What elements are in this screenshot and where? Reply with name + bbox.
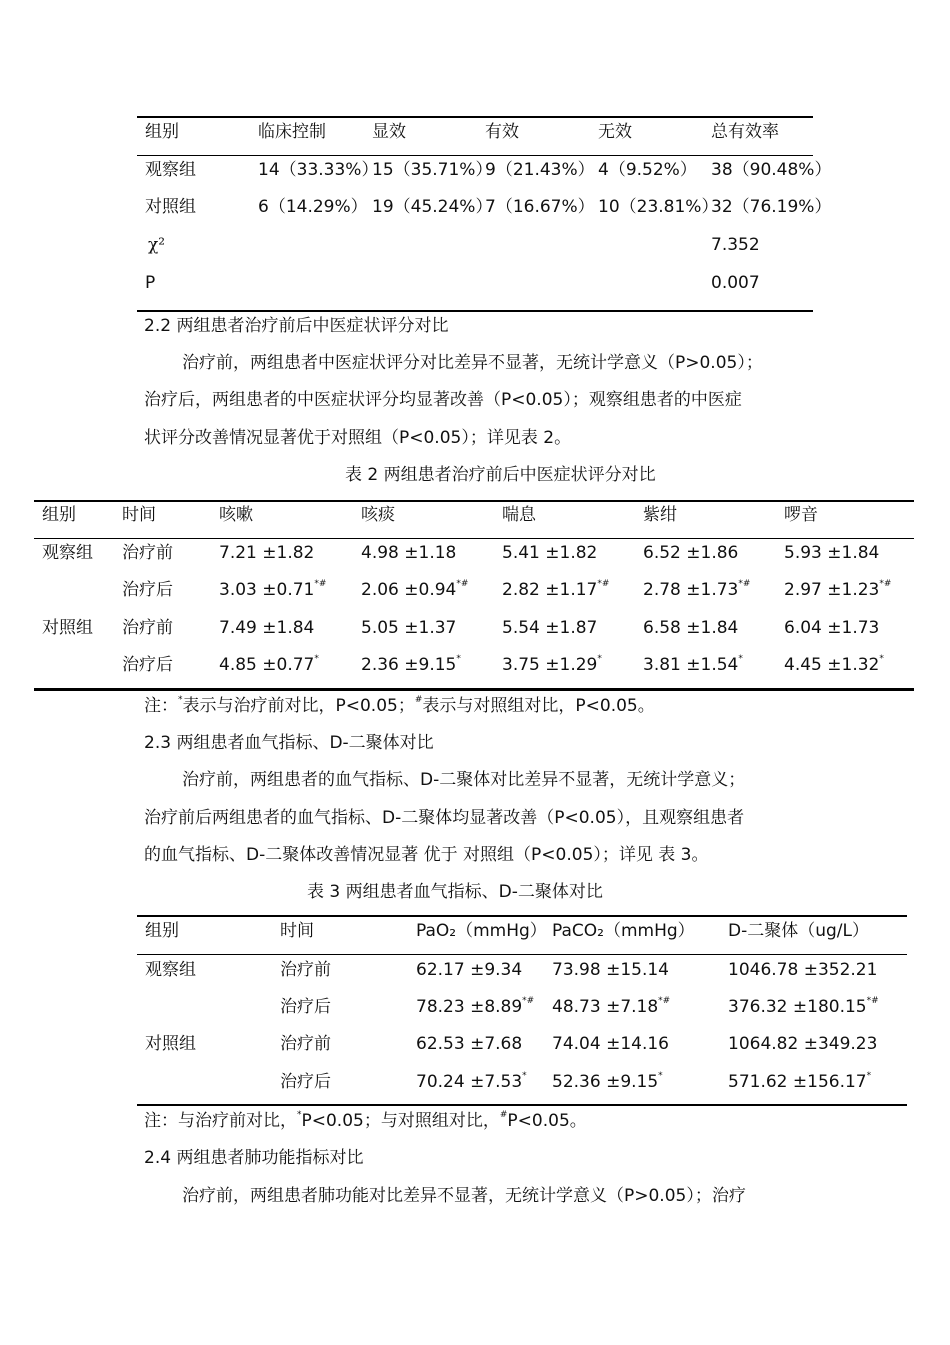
table1-header-group: 组别 xyxy=(145,122,179,142)
value-text: 62.17 ±9.34 xyxy=(416,960,523,980)
table1-cell: 观察组 xyxy=(145,160,196,180)
section-heading-2-4: 2.4 两组患者肺功能指标对比 xyxy=(144,1148,364,1168)
table3-header-time: 时间 xyxy=(280,921,314,941)
table3-group-cell: 对照组 xyxy=(145,1034,196,1054)
table1-cell: 38（90.48%） xyxy=(711,160,832,180)
table2-header-time: 时间 xyxy=(122,505,156,525)
table1-cell: 7（16.67%） xyxy=(485,197,595,217)
value-text: 3.81 ±1.54 xyxy=(643,655,739,675)
table2-note xyxy=(144,696,655,716)
table2-caption: 表 2 两组患者治疗前后中医症状评分对比 xyxy=(345,465,656,485)
note-mark: * xyxy=(297,1110,302,1120)
value-text: 6.52 ±1.86 xyxy=(643,543,739,563)
table2-value-cell xyxy=(361,618,456,638)
table1-chi-square-value: 7.352 xyxy=(711,235,760,255)
significance-mark: * xyxy=(738,654,743,664)
value-text: 2.36 ±9.15 xyxy=(361,655,457,675)
significance-mark: *# xyxy=(522,996,535,1006)
significance-mark: *# xyxy=(314,579,327,589)
value-text: 70.24 ±7.53 xyxy=(416,1072,523,1092)
table1-top-rule xyxy=(137,116,813,118)
table3-time-cell: 治疗后 xyxy=(280,1072,331,1092)
table2-value-cell xyxy=(502,655,602,675)
table2-value-cell xyxy=(643,580,750,600)
table2-value-cell xyxy=(784,655,884,675)
table3-group-cell: 观察组 xyxy=(145,960,196,980)
table3-value-cell xyxy=(728,1034,877,1054)
table2-value-cell xyxy=(643,655,743,675)
table2-value-cell xyxy=(784,580,891,600)
table3-header-paco2: PaCO₂（mmHg） xyxy=(552,921,695,941)
value-text: 2.78 ±1.73 xyxy=(643,580,739,600)
table3-note xyxy=(144,1111,587,1131)
significance-mark: *# xyxy=(866,996,879,1006)
value-text: 1046.78 ±352.21 xyxy=(728,960,878,980)
table1-p-value: 0.007 xyxy=(711,273,760,293)
table2-value-cell xyxy=(784,618,879,638)
value-text: 5.93 ±1.84 xyxy=(784,543,880,563)
significance-mark: *# xyxy=(658,996,671,1006)
table3-header-rule xyxy=(137,954,907,955)
table3-value-cell xyxy=(416,960,522,980)
table3-value-cell xyxy=(552,997,670,1017)
table2-value-cell xyxy=(219,655,319,675)
table2-group-cell: 观察组 xyxy=(42,543,93,563)
table3-value-cell xyxy=(416,1034,522,1054)
table2-time-cell: 治疗后 xyxy=(122,580,173,600)
table2-header-sputum: 咳痰 xyxy=(361,505,395,525)
table1-cell: 10（23.81%） xyxy=(598,197,719,217)
value-text: 74.04 ±14.16 xyxy=(552,1034,669,1054)
table1-cell: 6（14.29%） xyxy=(258,197,368,217)
paragraph-line: 治疗前后两组患者的血气指标、D-二聚体均显著改善（P<0.05），且观察组患者 xyxy=(144,808,745,828)
note-text: 表示与对照组对比，P<0.05。 xyxy=(422,696,655,716)
table3-value-cell xyxy=(728,960,877,980)
value-text: 4.85 ±0.77 xyxy=(219,655,315,675)
note-mark: # xyxy=(414,695,423,705)
table1-cell: 15（35.71%） xyxy=(372,160,493,180)
table2-group-cell: 对照组 xyxy=(42,618,93,638)
table1-header-marked: 显效 xyxy=(372,122,406,142)
table3-value-cell xyxy=(728,997,879,1017)
table2-value-cell xyxy=(784,543,879,563)
table2-value-cell xyxy=(502,543,597,563)
section-heading-2-2: 2.2 两组患者治疗前后中医症状评分对比 xyxy=(144,316,449,336)
table1-header-rule xyxy=(137,155,813,156)
table3-time-cell: 治疗后 xyxy=(280,997,331,1017)
table3-value-cell xyxy=(416,1072,527,1092)
table1-p-label: P xyxy=(145,273,156,293)
table3-time-cell: 治疗前 xyxy=(280,1034,331,1054)
value-text: 7.49 ±1.84 xyxy=(219,618,315,638)
value-text: 4.45 ±1.32 xyxy=(784,655,880,675)
significance-mark: * xyxy=(522,1071,527,1081)
table2-header-wheeze: 喘息 xyxy=(502,505,536,525)
table1-cell: 19（45.24%） xyxy=(372,197,493,217)
table2-time-cell: 治疗前 xyxy=(122,543,173,563)
table3-value-cell xyxy=(728,1072,871,1092)
table2-header-cough: 咳嗽 xyxy=(219,505,253,525)
value-text: 2.97 ±1.23 xyxy=(784,580,880,600)
table3-value-cell xyxy=(552,1034,669,1054)
note-mark: # xyxy=(499,1110,508,1120)
table2-value-cell xyxy=(219,580,326,600)
table1-cell: 4（9.52%） xyxy=(598,160,697,180)
value-text: 571.62 ±156.17 xyxy=(728,1072,867,1092)
value-text: 62.53 ±7.68 xyxy=(416,1034,523,1054)
paragraph-line: 治疗前，两组患者的血气指标、D-二聚体对比差异不显著，无统计学意义； xyxy=(182,770,746,790)
value-text: 4.98 ±1.18 xyxy=(361,543,457,563)
significance-mark: * xyxy=(314,654,319,664)
paragraph-line: 状评分改善情况显著优于对照组（P<0.05）；详见表 2。 xyxy=(144,428,572,448)
value-text: 5.05 ±1.37 xyxy=(361,618,457,638)
note-text: 表示与治疗前对比，P<0.05； xyxy=(182,696,415,716)
table2-value-cell xyxy=(361,580,468,600)
value-text: 7.21 ±1.82 xyxy=(219,543,315,563)
significance-mark: * xyxy=(456,654,461,664)
table3-value-cell xyxy=(552,1072,663,1092)
table2-time-cell: 治疗后 xyxy=(122,655,173,675)
table3-header-d-dimer: D-二聚体（ug/L） xyxy=(728,921,869,941)
significance-mark: *# xyxy=(879,579,892,589)
note-text: P<0.05。 xyxy=(507,1111,587,1131)
table2-header-rule xyxy=(34,538,914,539)
value-text: 52.36 ±9.15 xyxy=(552,1072,659,1092)
significance-mark: * xyxy=(658,1071,663,1081)
note-text: P<0.05；与对照组对比， xyxy=(301,1111,500,1131)
value-text: 2.06 ±0.94 xyxy=(361,580,457,600)
note-prefix: 注：与治疗前对比， xyxy=(144,1111,297,1131)
note-mark: * xyxy=(178,695,183,705)
significance-mark: * xyxy=(866,1071,872,1081)
table2-value-cell xyxy=(502,580,609,600)
value-text: 5.54 ±1.87 xyxy=(502,618,598,638)
paragraph-line: 治疗前，两组患者中医症状评分对比差异不显著，无统计学意义（P>0.05）； xyxy=(182,353,763,373)
significance-mark: * xyxy=(879,654,884,664)
significance-mark: * xyxy=(597,654,602,664)
table3-header-pao2: PaO₂（mmHg） xyxy=(416,921,547,941)
table1-header-clinical-control: 临床控制 xyxy=(258,122,326,142)
value-text: 48.73 ±7.18 xyxy=(552,997,659,1017)
table1-cell: 14（33.33%） xyxy=(258,160,379,180)
table3-time-cell: 治疗前 xyxy=(280,960,331,980)
table2-value-cell xyxy=(643,543,738,563)
significance-mark: *# xyxy=(456,579,469,589)
table1-cell: 32（76.19%） xyxy=(711,197,832,217)
value-text: 5.41 ±1.82 xyxy=(502,543,598,563)
table3-header-group: 组别 xyxy=(145,921,179,941)
table1-chi-square-label: χ² xyxy=(148,235,166,255)
table2-value-cell xyxy=(643,618,738,638)
value-text: 3.75 ±1.29 xyxy=(502,655,598,675)
table2-header-group: 组别 xyxy=(42,505,76,525)
table3-bottom-rule xyxy=(137,1104,907,1106)
value-text: 376.32 ±180.15 xyxy=(728,997,867,1017)
table2-time-cell: 治疗前 xyxy=(122,618,173,638)
table2-value-cell xyxy=(361,543,456,563)
value-text: 73.98 ±15.14 xyxy=(552,960,669,980)
table2-header-rales: 啰音 xyxy=(784,505,818,525)
section-heading-2-3: 2.3 两组患者血气指标、D-二聚体对比 xyxy=(144,733,434,753)
table3-value-cell xyxy=(552,960,669,980)
significance-mark: *# xyxy=(738,579,751,589)
table2-value-cell xyxy=(502,618,597,638)
table3-top-rule xyxy=(137,915,907,917)
table1-cell: 9（21.43%） xyxy=(485,160,595,180)
table2-value-cell xyxy=(219,543,314,563)
table2-header-cyanosis: 紫绀 xyxy=(643,505,677,525)
table1-bottom-rule xyxy=(137,310,813,312)
note-prefix: 注： xyxy=(144,696,178,716)
value-text: 78.23 ±8.89 xyxy=(416,997,523,1017)
table1-header-effective: 有效 xyxy=(485,122,519,142)
table3-caption: 表 3 两组患者血气指标、D-二聚体对比 xyxy=(307,882,603,902)
table1-header-total-rate: 总有效率 xyxy=(711,122,779,142)
paragraph-line: 的血气指标、D-二聚体改善情况显著 优于 对照组（P<0.05）；详见 表 3。 xyxy=(144,845,709,865)
table1-header-ineffective: 无效 xyxy=(598,122,632,142)
paragraph-line: 治疗后，两组患者的中医症状评分均显著改善（P<0.05）；观察组患者的中医症 xyxy=(144,390,742,410)
value-text: 3.03 ±0.71 xyxy=(219,580,315,600)
value-text: 6.04 ±1.73 xyxy=(784,618,880,638)
paragraph-line: 治疗前，两组患者肺功能对比差异不显著，无统计学意义（P>0.05）；治疗 xyxy=(182,1186,746,1206)
value-text: 2.82 ±1.17 xyxy=(502,580,598,600)
table1-cell: 对照组 xyxy=(145,197,196,217)
table2-value-cell xyxy=(219,618,314,638)
table2-top-rule xyxy=(34,500,914,502)
table2-bottom-rule xyxy=(34,688,914,691)
value-text: 6.58 ±1.84 xyxy=(643,618,739,638)
significance-mark: *# xyxy=(597,579,610,589)
table3-value-cell xyxy=(416,997,534,1017)
value-text: 1064.82 ±349.23 xyxy=(728,1034,878,1054)
table2-value-cell xyxy=(361,655,461,675)
